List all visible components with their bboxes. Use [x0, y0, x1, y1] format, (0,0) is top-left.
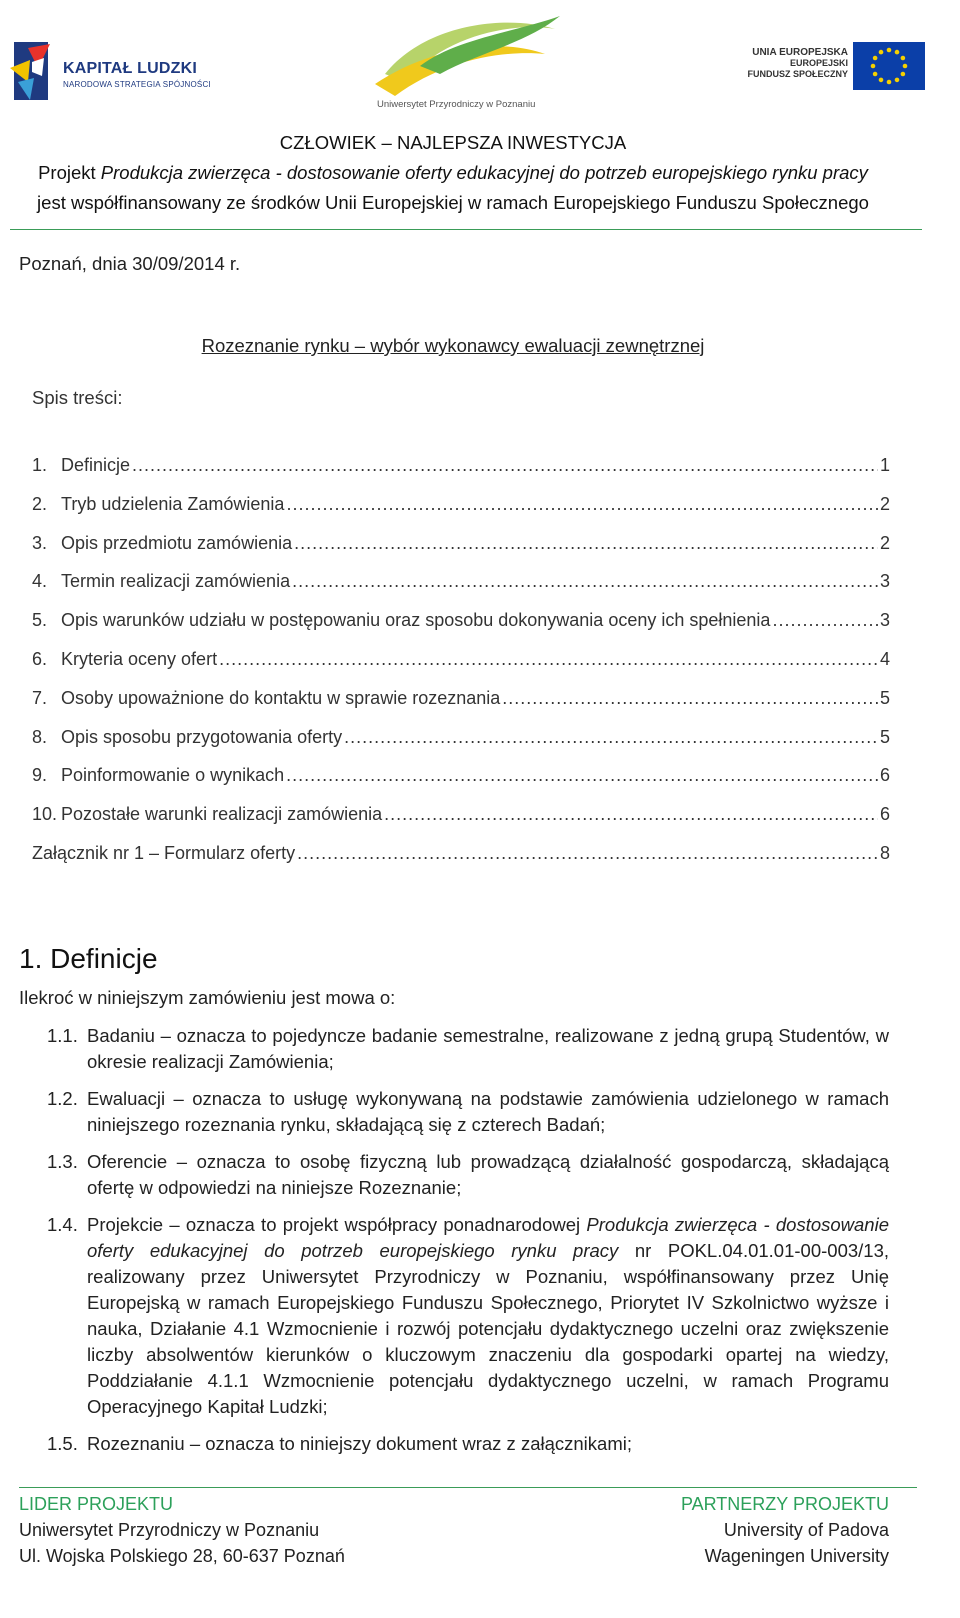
definition-text: Ewaluacji – oznacza to usługę wykonywaną na podstawie zamówienia udzielonego w ramach niniejszego rozeznania rynku, składającą się z czterech Badań; — [87, 1088, 889, 1135]
toc-label: Definicje — [61, 455, 131, 475]
kapital-ludzki-emblem-icon — [8, 38, 54, 104]
toc-page-number: 2 — [879, 532, 890, 553]
definition-text: Rozeznaniu – oznacza to niniejszy dokument wraz z załącznikami; — [87, 1433, 632, 1454]
definition-text — [87, 1212, 889, 1420]
toc-row[interactable] — [32, 843, 890, 882]
toc-label: Kryteria oceny ofert — [61, 648, 218, 669]
toc-number: 9. — [32, 765, 48, 786]
toc-row[interactable] — [32, 494, 890, 533]
toc-row[interactable] — [32, 649, 890, 688]
toc-leader-dots — [292, 571, 878, 592]
toc-leader-dots — [132, 455, 878, 476]
toc-heading: Spis treści: — [32, 387, 123, 408]
toc-page-number: 2 — [879, 493, 890, 514]
toc-label: Termin realizacji zamówienia — [61, 571, 291, 592]
toc-row[interactable] — [32, 804, 890, 843]
toc-leader-dots — [286, 494, 878, 515]
toc-number: 8. — [32, 726, 48, 747]
section-intro: Ilekroć w niniejszym zamówieniu jest mowa o: — [19, 987, 396, 1008]
definition-text: Oferencie – oznacza to osobę fizyczną lub prowadzącą działalność gospodarczą, składającą ofertę w odpowiedzi na niniejsze Rozeznanie; — [87, 1151, 889, 1198]
definition-number: 1.3. — [47, 1151, 78, 1172]
definitions-list — [47, 1023, 889, 1468]
toc-row[interactable] — [32, 455, 890, 494]
toc-label: Poinformowanie o wynikach — [61, 765, 285, 786]
definition-item — [47, 1149, 889, 1201]
toc-leader-dots — [344, 727, 878, 748]
university-caption: Uniwersytet Przyrodniczy w Poznaniu — [377, 99, 536, 110]
definition-text: Badaniu – oznacza to pojedyncze badanie semestralne, realizowane z jedną grupą Studentów, w okresie realizacji Zamówienia; — [87, 1025, 889, 1072]
toc-leader-dots — [772, 610, 878, 631]
toc-page-number: 8 — [879, 842, 890, 863]
footer-leader-title: LIDER PROJEKTU — [19, 1494, 174, 1514]
toc-page-number: 4 — [879, 648, 890, 669]
toc-row[interactable] — [32, 727, 890, 766]
kapital-ludzki-logo — [6, 38, 216, 108]
kapital-ludzki-title: KAPITAŁ LUDZKI — [63, 60, 198, 77]
footer-partner-2: Wageningen University — [704, 1546, 889, 1566]
document-date: Poznań, dnia 30/09/2014 r. — [19, 253, 241, 274]
toc-label: Opis sposobu przygotowania oferty — [61, 726, 343, 747]
toc-page-number: 5 — [879, 726, 890, 747]
toc-page-number: 3 — [879, 610, 890, 631]
toc-leader-dots — [219, 649, 878, 670]
header-slogan: CZŁOWIEK – NAJLEPSZA INWESTYCJA — [279, 132, 627, 153]
toc-page-number: 3 — [879, 571, 890, 592]
definition-number: 1.2. — [47, 1088, 78, 1109]
toc-label: Osoby upoważnione do kontaktu w sprawie rozeznania — [61, 687, 501, 708]
eu-logo-line3: FUNDUSZ SPOŁECZNY — [747, 69, 848, 79]
toc-page-number: 6 — [879, 804, 890, 825]
toc-leader-dots — [297, 843, 878, 864]
toc-page-number: 5 — [879, 687, 890, 708]
eu-flag-icon — [853, 42, 925, 90]
toc-page-number: 6 — [879, 765, 890, 786]
definition-project-title: Produkcja zwierzęca - dostosowanie oferty edukacyjnej do potrzeb europejskiego rynku pracy — [87, 1214, 889, 1261]
toc-number: 3. — [32, 532, 48, 553]
definition-item — [47, 1023, 889, 1075]
table-of-contents — [32, 455, 890, 882]
toc-label: Opis warunków udziału w postępowaniu oraz sposobu dokonywania oceny ich spełnienia — [61, 610, 771, 631]
definition-number: 1.5. — [47, 1433, 78, 1454]
toc-number: 7. — [32, 687, 48, 708]
toc-leader-dots — [294, 533, 878, 554]
footer-partner-1: University of Padova — [723, 1520, 889, 1540]
document-title: Rozeznanie rynku – wybór wykonawcy ewaluacji zewnętrznej — [201, 335, 705, 356]
definition-number: 1.4. — [47, 1214, 78, 1235]
definition-item — [47, 1086, 889, 1138]
university-logo — [365, 4, 565, 116]
toc-row[interactable] — [32, 610, 890, 649]
section-heading: 1. Definicje — [19, 943, 158, 974]
toc-number: 4. — [32, 571, 48, 592]
definition-text-part: Projekcie – oznacza to projekt współpracy ponadnarodowej — [87, 1214, 587, 1235]
toc-number: 1. — [32, 455, 48, 475]
university-swoosh-icon — [365, 4, 565, 99]
definition-text-part: nr POKL.04.01.01-00-003/13, realizowany przez Uniwersytet Przyrodniczy w Poznaniu, współfinansowany przez Unię Europejską w ramach Europejskiego Funduszu Społecznego, Priorytet IV Szkolnictwo wyższe i nauka, Działanie 4.1 Wzmocnienie i rozwój potencjału dydaktycznego uczelni oraz zwiększenie liczby absolwentów kierunków o kluczowym znaczeniu dla gospodarki opartej na wiedzy, Poddziałanie 4.1.1 Wzmocnienie potencjału dydaktycznego uczelni, w ramach Programu Operacyjnego Kapitał Ludzki; — [87, 1240, 889, 1417]
kapital-ludzki-subtitle: NARODOWA STRATEGIA SPÓJNOŚCI — [63, 80, 211, 89]
toc-label: Załącznik nr 1 – Formularz oferty — [32, 842, 296, 863]
toc-leader-dots — [384, 804, 878, 825]
toc-number: 6. — [32, 648, 48, 669]
eu-logo-line2: EUROPEJSKI — [789, 58, 848, 68]
header-funding-line: jest współfinansowany ze środków Unii Europejskiej w ramach Europejskiego Funduszu Społecznego — [37, 192, 869, 213]
definition-item — [47, 1431, 889, 1457]
toc-label: Opis przedmiotu zamówienia — [61, 532, 293, 553]
toc-label: Tryb udzielenia Zamówienia — [61, 493, 285, 514]
header-project-line: Projekt Produkcja zwierzęca - dostosowanie oferty edukacyjnej do potrzeb europejskiego rynku pracy — [38, 162, 868, 183]
definition-item — [47, 1212, 889, 1420]
toc-leader-dots — [502, 688, 878, 709]
toc-row[interactable] — [32, 533, 890, 572]
toc-row[interactable] — [32, 688, 890, 727]
footer-partners-title: PARTNERZY PROJEKTU — [680, 1494, 889, 1514]
definition-number: 1.1. — [47, 1025, 78, 1046]
footer-leader-name: Uniwersytet Przyrodniczy w Poznaniu — [19, 1520, 320, 1540]
eu-logo — [740, 42, 935, 94]
toc-label: Pozostałe warunki realizacji zamówienia — [61, 804, 383, 825]
toc-number: 2. — [32, 493, 48, 514]
header-project-title: Produkcja zwierzęca - dostosowanie oferty edukacyjnej do potrzeb europejskiego rynku pracy — [100, 162, 868, 183]
header-divider — [10, 229, 922, 230]
toc-number: 5. — [32, 610, 48, 631]
footer-divider — [19, 1487, 917, 1488]
toc-page-number: 1 — [879, 455, 890, 475]
footer-leader-address: Ul. Wojska Polskiego 28, 60-637 Poznań — [19, 1546, 345, 1566]
toc-number: 10. — [32, 804, 58, 825]
toc-row[interactable] — [32, 765, 890, 804]
toc-leader-dots — [286, 765, 878, 786]
toc-row[interactable] — [32, 571, 890, 610]
eu-logo-line1: UNIA EUROPEJSKA — [752, 47, 848, 58]
